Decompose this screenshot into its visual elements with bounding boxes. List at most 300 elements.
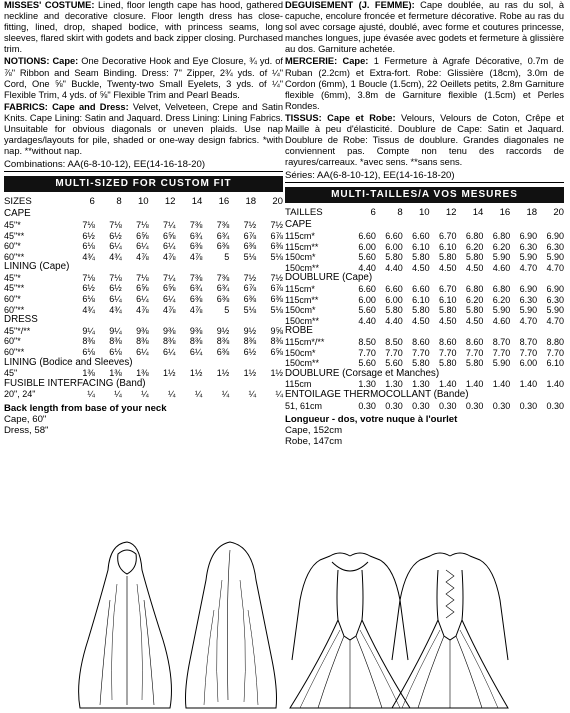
size-header: 18 <box>245 196 257 208</box>
yardage-cell: 6⅝ <box>136 230 149 241</box>
yardage-cell: 8.70 <box>492 336 511 347</box>
fabric-width: 60"** <box>4 251 25 262</box>
section-label: FUSIBLE INTERFACING (Band) <box>4 377 146 389</box>
yardage-cell: 7⅛ <box>82 219 95 230</box>
yardage-cell: 6.10 <box>438 294 457 305</box>
yardage-cell: 5.90 <box>492 305 511 316</box>
yardage-cell: 6.80 <box>465 283 484 294</box>
yardage-cell: 0.30 <box>492 400 511 411</box>
fabric-width: 60"** <box>4 304 25 315</box>
fabric-width: 115cm** <box>285 294 319 305</box>
section-label: ROBE <box>285 325 313 337</box>
description-paragraph <box>285 113 564 168</box>
yardage-cell: ¼ <box>248 389 257 400</box>
section-row <box>4 262 283 273</box>
table-row <box>285 295 564 306</box>
yardage-cell: 6.60 <box>412 283 430 294</box>
fabric-width: 45"*/** <box>4 325 31 336</box>
fabric-width: 150cm* <box>285 252 316 263</box>
paragraph-heading: MERCERIE: Cape: <box>285 56 369 67</box>
yardage-cell: 6⅞ <box>243 230 257 241</box>
description-block-fr <box>285 0 564 168</box>
yardage-cell: 6¼ <box>162 347 176 358</box>
yardage-cell: 5.90 <box>519 305 538 316</box>
yardage-cell: 9½ <box>243 325 257 336</box>
yardage-cell: 7.70 <box>465 347 484 358</box>
yardage-cell: 5.80 <box>438 252 457 263</box>
section-label: CAPE <box>4 208 31 220</box>
size-header: 14 <box>191 196 203 208</box>
yardage-cell: 6¼ <box>189 347 203 358</box>
section-row <box>4 209 283 220</box>
yardage-cell: ¼ <box>114 389 122 400</box>
header-label: TAILLES <box>285 207 323 219</box>
paragraph-text: One Decorative Hook and Eye Closure, ¾ yd. of ⅞" Ribbon and Seam Binding. Dress: 7" Zipper, 2¾ yds. of ¼" Cord, One ⅝" Buckle, Twenty-two Small Eyelets, 3 yds. of ¼" Flexible Trim, 4 yds. of ⅝" Flexible Trim and Pearl Beads. <box>4 56 283 100</box>
size-header: 8 <box>116 196 122 208</box>
yardage-cell: 4.50 <box>438 262 457 273</box>
fabric-width: 60"* <box>4 336 21 347</box>
size-header: 12 <box>445 207 457 219</box>
yardage-cell: 6.10 <box>546 358 564 369</box>
yardage-cell: 6⅜ <box>189 294 203 305</box>
cape-front-drawing <box>79 542 172 708</box>
fabric-width: 51, 61cm <box>285 400 323 411</box>
size-header: 20 <box>553 207 564 219</box>
section-row <box>285 273 564 284</box>
yardage-cell: 1.30 <box>412 379 430 390</box>
fabric-width: 45" <box>4 368 18 379</box>
yardage-cell: ¼ <box>87 389 95 400</box>
divider <box>4 171 283 172</box>
yardage-cell: 6.60 <box>385 283 403 294</box>
yardage-cell: 8⅜ <box>162 336 176 347</box>
yardage-cell: 5.80 <box>412 252 430 263</box>
yardage-cell: 7.70 <box>438 347 457 358</box>
yardage-cell: 6½ <box>82 283 95 294</box>
yardage-cell: 7⅛ <box>82 272 95 283</box>
yardage-cell: 6⅝ <box>162 230 176 241</box>
table-row <box>4 241 283 252</box>
yardage-cell: 8⅜ <box>136 336 149 347</box>
yardage-cell: 9½ <box>216 325 230 336</box>
table-row <box>4 389 283 400</box>
yardage-cell: 6.60 <box>412 231 430 241</box>
yardage-cell: 4⅞ <box>189 304 203 315</box>
yardage-cell: 1.40 <box>438 379 457 390</box>
yardage-cell: 6½ <box>82 230 95 241</box>
paragraph-text: Cape doublée, au ras du sol, à capuche, encolure froncée et fermeture décorative. Robe au ras du sol avec corsage ajusté, doublé, avec forme et coutures princesse, manches longues, jupe évasée avec godets et fermeture à glissière au dos. Garniture achetée. <box>285 0 564 55</box>
size-header: 16 <box>218 196 230 208</box>
yardage-cell: 5.80 <box>412 305 430 316</box>
size-header: 16 <box>499 207 511 219</box>
yardage-cell: 1.30 <box>358 379 376 390</box>
yardage-cell: 5⅛ <box>243 304 257 315</box>
combinations-text: Combinations: AA(6-8-10-12), EE(14-16-18-20) <box>4 159 206 171</box>
yardage-cell: 1.40 <box>519 379 538 390</box>
yardage-cell: 6.10 <box>412 241 430 252</box>
paragraph-heading: TISSUS: Cape et Robe: <box>285 112 396 123</box>
yardage-cell: 4.50 <box>412 262 430 273</box>
dress-back-drawing <box>392 553 508 708</box>
section-label: LINING (Cape) <box>4 261 70 273</box>
yardage-cell: 9⅜ <box>189 325 203 336</box>
yardage-cell: 6.00 <box>358 294 376 305</box>
yardage-cell: 6⅝ <box>162 283 176 294</box>
yardage-cell: 6¼ <box>109 241 122 252</box>
yardage-cell: 7⅜ <box>189 219 203 230</box>
fabric-width: 115cm* <box>285 283 315 294</box>
yardage-cell: 6⅞ <box>270 283 283 294</box>
yardage-cell: 0.30 <box>438 400 457 411</box>
yardage-cell: 5.80 <box>438 305 457 316</box>
fabric-width: 150cm* <box>285 347 316 358</box>
yardage-cell: 6.80 <box>492 231 511 241</box>
yardage-cell: 0.30 <box>546 400 564 411</box>
paragraph-text: Velvet, Velveteen, Crepe and Satin Knits. Cape Lining: Satin and Jaquard. Dress Lining: Lining Fabrics. Unsuitable for obvious diagonals or uneven plaids. Use nap yardages/layouts for pile, shaded or one-way design fabrics. *with nap. **without nap. <box>4 101 283 157</box>
yardage-cell: 6¼ <box>136 294 149 305</box>
yardage-cell: 7⅜ <box>216 272 230 283</box>
section-row <box>4 315 283 326</box>
yardage-cell: 9¼ <box>109 325 122 336</box>
yardage-cell: 6.70 <box>438 283 457 294</box>
fabric-width: 45"* <box>4 219 21 230</box>
yardage-cell: 7.70 <box>519 347 538 358</box>
yardage-cell: 8.70 <box>519 336 538 347</box>
yardage-cell: 4.70 <box>519 262 538 273</box>
fabric-width: 45"** <box>4 283 25 294</box>
table-row <box>285 242 564 253</box>
yardage-cell: 4.50 <box>465 262 484 273</box>
yardage-cell: 5.90 <box>546 305 564 316</box>
yardage-cell: 1.30 <box>385 379 403 390</box>
yardage-cell: 6¼ <box>136 347 149 358</box>
yardage-cell: 5.60 <box>358 305 376 316</box>
table-row <box>4 231 283 242</box>
yardage-cell: 4.70 <box>546 315 564 326</box>
yardage-cell: ¼ <box>221 389 230 400</box>
paragraph-heading: NOTIONS: Cape: <box>4 56 79 67</box>
yardage-cell: 6½ <box>109 283 122 294</box>
metrage-table <box>285 206 564 411</box>
fabric-width: 115cm <box>285 379 312 390</box>
yardage-cell: 8⅜ <box>216 336 230 347</box>
yardage-cell: 7⅜ <box>189 272 203 283</box>
yardage-cell: 5.80 <box>465 305 484 316</box>
yardage-cell: 7¼ <box>162 272 176 283</box>
yardage-cell: 6⅝ <box>270 347 283 358</box>
description-paragraph <box>285 56 564 111</box>
yardage-cell: ¼ <box>194 389 203 400</box>
back-length-title: Back length from base of your neck <box>4 403 167 414</box>
table-row <box>285 284 564 295</box>
table-row <box>4 294 283 305</box>
paragraph-text: Lined, floor length cape has hood, gathered neckline and decorative closure. Floor length dress has close-fitting, lined, drop, shaped bodice, with princess seams, long sleeves, flared skirt with godets and back zipper closing. Purchased trim. <box>4 0 283 55</box>
size-header: 10 <box>137 196 149 208</box>
yardage-cell: 9⅜ <box>136 325 149 336</box>
yardage-cell: 6.80 <box>465 231 484 241</box>
table-row <box>285 305 564 316</box>
yardage-cell: 6⅛ <box>109 347 122 358</box>
section-label: DOUBLURE (Cape) <box>285 272 373 284</box>
table-row <box>4 336 283 347</box>
fabric-width: 115cm* <box>285 231 315 241</box>
dress-front-drawing <box>290 553 410 708</box>
yardage-cell: 5 <box>224 304 230 315</box>
yardage-cell: 6.20 <box>492 241 511 252</box>
series-text: Séries: AA(6-8-10-12), EE(14-16-18-20) <box>285 170 455 182</box>
yardage-cell: 4⅞ <box>189 251 203 262</box>
yardage-cell: 0.30 <box>519 400 538 411</box>
yardage-cell: 4.40 <box>385 262 403 273</box>
yardage-cell: 4⅞ <box>162 304 176 315</box>
yardage-cell: 7½ <box>270 219 283 230</box>
fabric-width: 60"* <box>4 294 21 305</box>
table-row <box>285 252 564 263</box>
yardage-cell: 6.20 <box>492 294 511 305</box>
yardage-cell: 9⅜ <box>162 325 176 336</box>
yardage-cell: 6.00 <box>385 241 403 252</box>
yardage-cell: 8.50 <box>358 336 376 347</box>
paragraph-heading: FABRICS: Cape and Dress: <box>4 101 129 112</box>
fabric-width: 115cm** <box>285 241 319 252</box>
yardage-cell: 8⅜ <box>82 336 95 347</box>
yardage-cell: 8.80 <box>546 336 564 347</box>
yardage-cell: 4.40 <box>358 262 376 273</box>
yardage-cell: 7⅛ <box>136 219 149 230</box>
yardage-cell: 5.80 <box>438 358 457 369</box>
section-label: CAPE <box>285 219 312 231</box>
yardage-cell: 4⅞ <box>136 251 149 262</box>
paragraph-text: 1 Fermeture à Agrafe Décorative, 0.7m de Ruban (2.2cm) et Extra-fort. Robe: Glissière (18cm), 3.0m de Cordon (6mm), 1 Boucle (1.5cm), 22 Oeillets petits, 2.8m Garniture flexible (6mm), 3.8m de Garniture flexible (1.5cm) et Perles Rondes. <box>285 56 564 111</box>
yardage-cell: 1½ <box>243 368 257 379</box>
yardage-cell: 4.40 <box>385 315 403 326</box>
yardage-cell: 7¼ <box>162 219 176 230</box>
yardage-cell: 1½ <box>162 368 176 379</box>
yardage-cell: 7½ <box>243 219 257 230</box>
yardage-cell: 8.60 <box>412 336 430 347</box>
yardage-cell: 7⅜ <box>216 219 230 230</box>
yardage-cell: 6.60 <box>385 231 403 241</box>
yardage-cell: 8⅜ <box>243 336 257 347</box>
back-length-cape: Cape, 60" <box>4 414 47 425</box>
yardage-cell: 1½ <box>270 368 283 379</box>
yardage-cell: 9¼ <box>82 325 95 336</box>
yardage-cell: 7⅛ <box>136 272 149 283</box>
english-column <box>4 0 283 436</box>
yardage-cell: 5.80 <box>385 305 403 316</box>
yardage-cell: 6.30 <box>519 294 538 305</box>
back-length-title-fr: Longueur - dos, votre nuque à l'ourlet <box>285 414 458 426</box>
section-row <box>285 369 564 380</box>
yardage-cell: 6.10 <box>438 241 457 252</box>
fabric-width: 115cm*/** <box>285 336 325 347</box>
fabric-width: 60"* <box>4 241 21 252</box>
size-header: 10 <box>418 207 430 219</box>
section-label: DOUBLURE (Corsage et Manches) <box>285 367 440 379</box>
yardage-cell: 7½ <box>243 272 257 283</box>
table-row <box>285 401 564 412</box>
table-row <box>285 316 564 327</box>
size-header: 8 <box>397 207 403 219</box>
table-row <box>285 337 564 348</box>
yardage-cell: 5.80 <box>412 358 430 369</box>
yardage-cell: 5.60 <box>358 252 376 263</box>
yardage-cell: 4.70 <box>546 262 564 273</box>
back-length-block <box>4 403 283 436</box>
yardage-cell: 6.90 <box>519 283 538 294</box>
fabric-width: 60"** <box>4 347 25 358</box>
description-paragraph <box>4 102 283 157</box>
description-paragraph <box>4 0 283 55</box>
section-row <box>4 358 283 369</box>
yardage-cell: 5 <box>224 251 230 262</box>
back-length-block-fr <box>285 414 564 447</box>
yardage-cell: 5⅛ <box>243 251 257 262</box>
french-column <box>285 0 564 447</box>
yardage-cell: 6.00 <box>385 294 403 305</box>
yardage-cell: 1½ <box>189 368 203 379</box>
yardage-cell: 4.50 <box>412 315 430 326</box>
yardage-cell: 6⅝ <box>136 283 149 294</box>
yardage-cell: 6¼ <box>136 241 149 252</box>
yardage-cell: 4⅞ <box>136 304 149 315</box>
table-row <box>285 348 564 359</box>
yardage-cell: 6¾ <box>216 230 230 241</box>
yardage-cell: 5.80 <box>385 252 403 263</box>
table-row <box>4 326 283 337</box>
yardage-cell: 8⅜ <box>109 336 122 347</box>
fabric-width: 150cm** <box>285 315 320 326</box>
yardage-cell: 6⅜ <box>243 294 257 305</box>
yardage-cell: 6¼ <box>162 294 176 305</box>
yardage-cell: 4¾ <box>109 304 122 315</box>
yardage-cell: 4¾ <box>82 304 95 315</box>
yardage-cell: 8.60 <box>438 336 457 347</box>
yardage-cell: 5⅛ <box>270 251 283 262</box>
yardage-cell: 6.00 <box>519 358 538 369</box>
yardage-cell: 4¾ <box>109 251 122 262</box>
table-row <box>4 283 283 294</box>
paragraph-heading: DEGUISEMENT (J. FEMME): <box>285 0 415 10</box>
section-row <box>285 220 564 231</box>
yardage-cell: 6¼ <box>109 294 122 305</box>
yardage-cell: 6.80 <box>492 283 511 294</box>
yardage-cell: 6⅞ <box>243 283 257 294</box>
yardage-cell: ¼ <box>141 389 149 400</box>
section-label: ENTOILAGE THERMOCOLLANT (Bande) <box>285 388 469 400</box>
yardage-cell: 1½ <box>216 368 230 379</box>
yardage-cell: 4.50 <box>465 315 484 326</box>
yardage-cell: 6¼ <box>162 241 176 252</box>
yardage-cell: 6⅜ <box>189 241 203 252</box>
fabric-width: 150cm* <box>285 305 316 316</box>
yardage-cell: 4.70 <box>519 315 538 326</box>
yardage-cell: 1⅜ <box>109 368 122 379</box>
yardage-cell: 5.90 <box>492 358 511 369</box>
yardage-cell: 6⅜ <box>216 241 230 252</box>
yardage-cell: 1.40 <box>492 379 511 390</box>
yardage-cell: 5.80 <box>465 252 484 263</box>
yardage-cell: 7.70 <box>492 347 511 358</box>
fabric-width: 45"* <box>4 272 21 283</box>
size-chart-banner: MULTI-SIZED FOR CUSTOM FIT <box>4 176 283 192</box>
yardage-cell: 6⅜ <box>270 294 283 305</box>
yardage-cell: 6¾ <box>189 230 203 241</box>
cape-back-drawing <box>186 542 277 708</box>
section-row <box>285 390 564 401</box>
yardage-cell: 4⅞ <box>162 251 176 262</box>
yardage-cell: ¼ <box>275 389 283 400</box>
yardage-cell: 6⅞ <box>270 230 283 241</box>
size-chart-banner-fr: MULTI-TAILLES/A VOS MESURES <box>285 187 564 203</box>
divider <box>285 182 564 183</box>
yardage-cell: 0.30 <box>385 400 403 411</box>
size-header: 18 <box>526 207 538 219</box>
table-header-row <box>4 195 283 209</box>
table-row <box>4 220 283 231</box>
table-row <box>285 231 564 242</box>
yardage-cell: 6⅛ <box>82 294 95 305</box>
yardage-cell: 5.90 <box>546 252 564 263</box>
yardage-cell: ¼ <box>167 389 176 400</box>
yardage-table <box>4 195 283 400</box>
table-header-row <box>285 206 564 220</box>
fabric-width: 150cm** <box>285 358 320 369</box>
yardage-cell: 6⅜ <box>270 241 283 252</box>
description-paragraph <box>285 0 564 55</box>
fabric-width: 150cm** <box>285 262 320 273</box>
yardage-cell: 1⅜ <box>136 368 149 379</box>
yardage-cell: 8.60 <box>465 336 484 347</box>
size-header: 6 <box>370 207 376 219</box>
yardage-cell: 6.90 <box>519 231 538 241</box>
yardage-cell: 5⅛ <box>270 304 283 315</box>
yardage-cell: 6.70 <box>438 231 457 241</box>
yardage-cell: 6.20 <box>465 294 484 305</box>
yardage-cell: 5.90 <box>492 252 511 263</box>
yardage-cell: 6⅜ <box>243 241 257 252</box>
yardage-cell: 6.30 <box>546 294 564 305</box>
table-row <box>4 273 283 284</box>
yardage-cell: 6.90 <box>546 231 564 241</box>
yardage-cell: 6.10 <box>412 294 430 305</box>
section-row <box>285 326 564 337</box>
yardage-cell: 6.20 <box>465 241 484 252</box>
yardage-cell: 6.60 <box>358 283 376 294</box>
yardage-cell: 7⅛ <box>109 219 122 230</box>
yardage-cell: 8⅜ <box>189 336 203 347</box>
yardage-cell: 7.70 <box>412 347 430 358</box>
size-header: 12 <box>164 196 176 208</box>
yardage-cell: 5.80 <box>465 358 484 369</box>
section-label: LINING (Bodice and Sleeves) <box>4 356 133 368</box>
yardage-cell: 7.70 <box>385 347 403 358</box>
yardage-cell: 4¾ <box>82 251 95 262</box>
section-label: DRESS <box>4 314 38 326</box>
yardage-cell: 7.70 <box>358 347 376 358</box>
back-length-dress: Dress, 58" <box>4 425 49 436</box>
yardage-cell: 6½ <box>109 230 122 241</box>
yardage-cell: 7⅛ <box>109 272 122 283</box>
yardage-cell: 6⅛ <box>82 241 95 252</box>
yardage-cell: 5.90 <box>519 252 538 263</box>
section-row <box>4 379 283 390</box>
yardage-cell: 6.30 <box>519 241 538 252</box>
paragraph-heading: MISSES' COSTUME: <box>4 0 95 10</box>
yardage-cell: 1.40 <box>465 379 484 390</box>
yardage-cell: 6.00 <box>358 241 376 252</box>
yardage-cell: 6.30 <box>546 241 564 252</box>
